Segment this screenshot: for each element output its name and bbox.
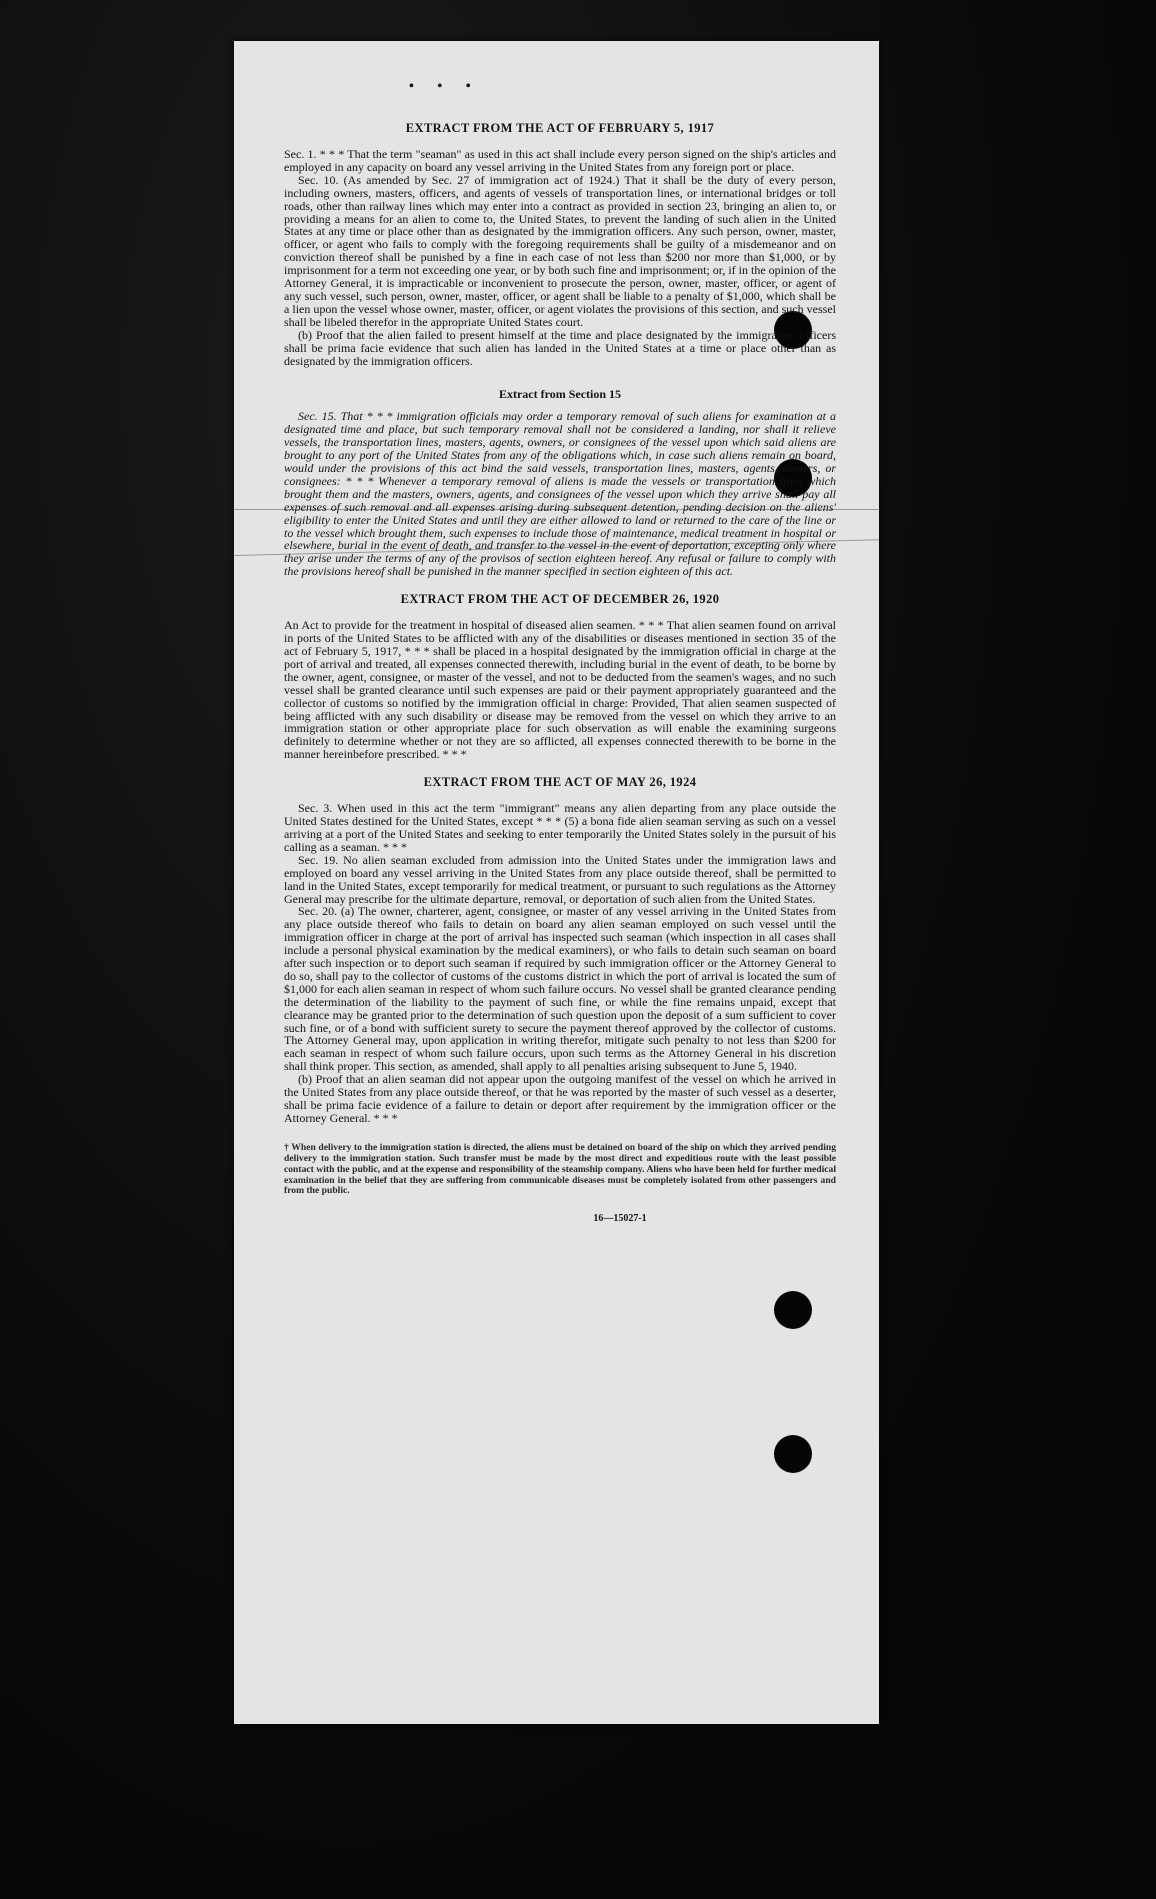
document-body	[284, 121, 836, 1224]
section-paragraph: (b) Proof that the alien failed to present himself at the time and place designated by the immigration officers shall be prima facie evidence that such alien has landed in the United States at a time or place other than as designated by the immigration officers.	[284, 327, 836, 368]
section-paragraph: An Act to provide for the treatment in hospital of diseased alien seamen. * * * That alien seamen found on arrival in ports of the United States to be afflicted with any of the disabilities or diseases mentioned in section 35 of the act of February 5, 1917, * * * shall be placed in a hospital designated by the immigration official in charge at the port of arrival and treated, all expenses connected therewith, including burial in the event of death, to be borne by the owner, agent, consignee, or master of the vessel, and not to be deducted from the seamen's wages, and no such vessel shall be granted clearance until such expenses are paid or their payment appropriately guaranteed and the collector of customs so notified by the immigration official in charge: Provided, That alien seamen suspected of being afflicted with any such disability or disease may be removed from the vessel on which they arrive to an immigration station or other appropriate place for such observation as will enable the examining surgeons definitely to determine whether or not they are so afflicted, all expenses connected therewith to be borne in the manner hereinbefore prescribed. * * *	[284, 618, 836, 762]
section-paragraph: Sec. 19. No alien seaman excluded from admission into the United States under the immigration laws and employed on board any vessel arriving in the United States from any place outside thereof, shall be permitted to land in the United States, except temporarily for medical treatment, or pursuant to such regulations as the Attorney General may prescribe for the ultimate departure, removal, or deportation of such alien from the United States.	[284, 852, 836, 906]
section-heading: EXTRACT FROM THE ACT OF MAY 26, 1924	[423, 775, 697, 790]
section-subheading: Extract from Section 15	[498, 387, 622, 402]
section-paragraph: Sec. 20. (a) The owner, charterer, agent, consignee, or master of any vessel arriving in the United States from any place outside thereof who fails to detain on board any alien seaman employed on such vessel until the immigration officer in charge at the port of arrival has inspected such seaman (which inspection in all cases shall include a personal physical examination by the medical examiners), or who fails to detain such seaman on board after such inspection or to deport such seaman if required by such immigration officer or the Attorney General to do so, shall pay to the collector of customs of the customs district in which the port of arrival is located the sum of $1,000 for each alien seaman in respect of whom such failure occurs. No vessel shall be granted clearance pending the determination of the liability to the payment of such fine, or while the fine remains unpaid, except that clearance may be granted prior to the determination of such question upon the deposit of a sum sufficient to cover such fine, or of a bond with sufficient surety to secure the payment thereof approved by the collector of customs. The Attorney General may, upon application in writing therefor, mitigate such penalty to not less than $200 for each seaman in respect of whom such failure occurs, upon such terms as the Attorney General in his discretion shall think proper. This section, as amended, shall apply to all penalties arising subsequent to June 5, 1940.	[284, 904, 836, 1074]
form-number: 16—15027-1	[593, 1213, 647, 1225]
section-paragraph: Sec. 3. When used in this act the term "immigrant" means any alien departing from any place outside the United States destined for the United States, except * * * (5) a bona fide alien seaman serving as such on a vessel arriving at a port of the United States and seeking to enter temporarily the United States solely in the pursuit of his calling as a seaman. * * *	[284, 801, 836, 854]
section-heading: EXTRACT FROM THE ACT OF FEBRUARY 5, 1917	[405, 121, 715, 135]
section-paragraph: Sec. 1. * * * That the term "seaman" as used in this act shall include every person signed on the ship's articles and employed in any capacity on board any vessel arriving in the United States from any foreign port or place.	[284, 147, 836, 174]
section-paragraph: Sec. 10. (As amended by Sec. 27 of immigration act of 1924.) That it shall be the duty of every person, including owners, masters, officers, and agents of vessels of transportation lines, or international bridges or toll roads, other than railway lines which may enter into a contract as provided in section 23, bringing an alien to, or providing a means for an alien to come to, the United States, to prevent the landing of such alien in the United States at any time or place other than as designated by the immigration officers. Any such person, owner, master, officer, or agent who fails to comply with the foregoing requirements shall be guilty of a misdemeanor and on conviction thereof shall be punished by a fine in each case of not less than $200 nor more than $1,000, or by imprisonment for a term not exceeding one year, or by both such fine and imprisonment; or, if in the opinion of the Attorney General, it is impracticable or inconvenient to prosecute the person, owner, master, officer, or agent of any such vessel, such person, owner, master, officer, or agent shall be liable to a penalty of $1,000, which shall be a lien upon the vessel whose owner, master, officer, or agent violates the provisions of this section, and such vessel shall be libeled therefor in the appropriate United States court.	[284, 172, 836, 329]
document-page	[234, 41, 879, 1724]
top-marks: • • •	[409, 79, 481, 94]
footnote: † When delivery to the immigration station is directed, the aliens must be detained on board of the ship on which they arrived pending delivery to the immigration station. Such transfer must be made by the most direct and expeditious route with the least possible contact with the public, and at the expense and responsibility of the steamship company. Aliens who have been held for further medical examination in the belief that they are suffering from communicable diseases must be completely isolated from other passengers and from the public.	[284, 1141, 836, 1197]
section-heading: EXTRACT FROM THE ACT OF DECEMBER 26, 1920	[400, 592, 720, 607]
section-paragraph: Sec. 15. That * * * immigration officials may order a temporary removal of such aliens for examination at a designated time and place, but such temporary removal shall not be considered a landing, nor shall it relieve vessels, the transportation lines, masters, agents, owners, or consignees of the vessel upon which said aliens are brought to any port of the United States from any of the obligations which, in case such aliens remain on board, would under the provisions of this act bind the said vessels, transportation lines, masters, agents, owners, or consignees: * * * Whenever a temporary removal of aliens is made the vessels or transportation lines which brought them and the masters, owners, agents, and consignees of the vessel upon which they arrive shall pay all expenses of such removal and all expenses arising during subsequent detention, pending decision on the aliens' eligibility to enter the United States and until they are either allowed to land or returned to the care of the line or to the vessel which brought them, such expenses to include those of maintenance, medical treatment in hospital or elsewhere, burial in the event of death, and transfer to the vessel in the event of deportation, excepting only where they arise under the terms of any of the provisos of section eighteen hereof. Any refusal or failure to comply with the provisions hereof shall be punished in the manner specified in section eighteen of this act.	[284, 409, 836, 579]
section-paragraph: (b) Proof that an alien seaman did not appear upon the outgoing manifest of the vessel on which he arrived in the United States from any place outside thereof, or that he was reported by the master of such vessel as a deserter, shall be prima facie evidence of a failure to detain or deport after requirement by the immigration officer or the Attorney General. * * *	[284, 1072, 836, 1125]
punch-hole	[774, 1291, 812, 1329]
punch-hole	[774, 1435, 812, 1473]
